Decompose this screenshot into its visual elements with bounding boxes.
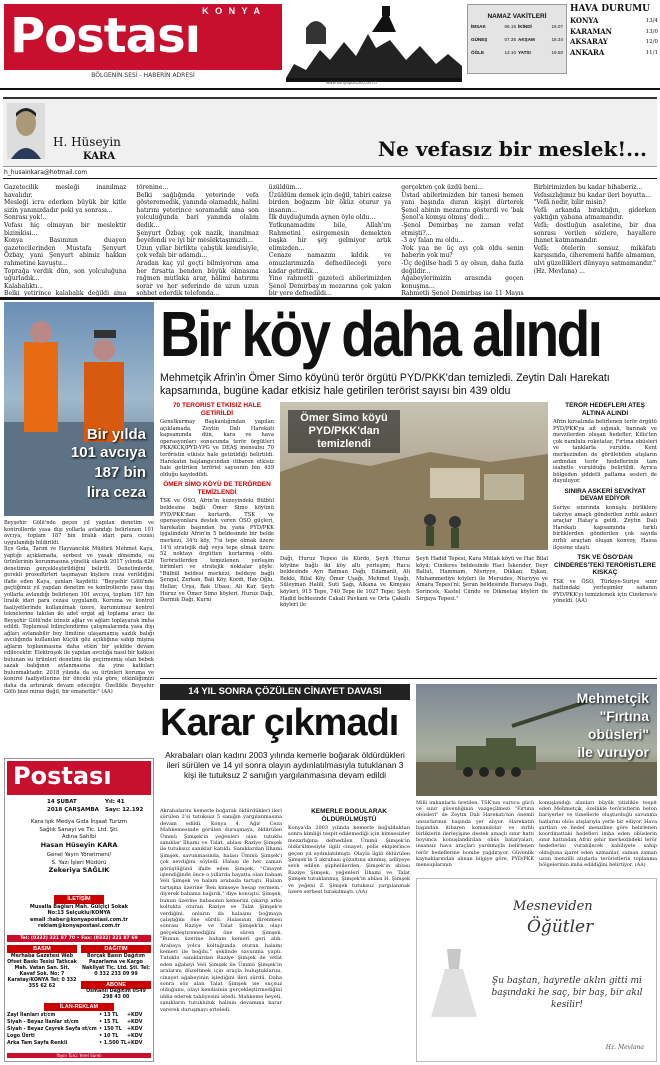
hava-city: KARAMAN xyxy=(570,26,613,36)
namaz-label: İMSAK xyxy=(471,24,486,29)
kunye-yy-l2: S. Yazı İşleri Müdürü xyxy=(51,859,107,866)
main-headline: Bir köy daha alındı xyxy=(160,298,601,370)
hava-box xyxy=(570,4,658,84)
hava-item xyxy=(570,16,658,27)
rate-cell: Siyah - Beyaz Çeyrek Sayfa st/cm xyxy=(7,1027,97,1032)
logo-box xyxy=(4,4,282,70)
rate-cell: +KDV xyxy=(127,1013,143,1018)
masthead xyxy=(0,0,660,92)
hava-city: AKSARAY xyxy=(570,37,608,46)
karar-subheadline: Akrabaları olan kadını 2003 yılında kemerle boğarak öldürdükleri ileri sürülen ve 14 yıl sonra olayın aydınlatılmasıyla tutuklanan 3 kişi ile tutuksuz 2 sanığın yargılanmasına devam edildi xyxy=(165,750,405,780)
main-h2: ÖMER SİMO KÖYÜ DE TERÖRDEN TEMİZLENDİ xyxy=(163,481,271,496)
mesnevi-box xyxy=(416,878,657,1062)
hava-item xyxy=(570,48,658,59)
namaz-title: NAMAZ VAKİTLERİ xyxy=(487,13,547,20)
mesnevi-signature: Hz. Mevlana xyxy=(605,1044,644,1051)
firtina-text-2: konuşlandığı alanları büyük titizlikle tespit eden Mehmetçik, özellikle teröristlerin beton bariyerler ve tünellerle oluşturduğu savunma hatlarını obüs atışlarıyla yerle bir ediyor. Hava şartları ve hedef menziline göre belirlenen koordinattaki hedefleri imha eden obüslerin sınır hattından Afrin şehir merkezindeki terör hedeflerini vurabilecek kabiliyete sahip olduğuna işaret eden uzmanlar, zaman zaman uzun menzilli atışlarla teröristlerin toplanma bölgelerinin imha edildiğini belirtiyor. (AA) xyxy=(539,800,657,869)
kunye-yy: Zekeriya SAĞLIK xyxy=(48,866,110,874)
namaz-item xyxy=(518,50,563,55)
rate-cell: Zayi İlanları st/cm xyxy=(7,1013,56,1018)
main-r3: TSK ve ÖSO, Türkiye-Suriye sınır hattındaki yerleşimler sahanın PYD/PKK'yı temizlemek için Cinderes'e yöneldi. (AA) xyxy=(553,578,657,605)
mesnevi-quote: Şu baştan, hayretle aklın gitti mi başındaki he saç, bir baş, bir akıl kesilir! xyxy=(491,976,643,1010)
kunye-owner: Hasan Hüseyin KARA xyxy=(40,840,118,849)
hava-temp: 13/4 xyxy=(645,18,658,24)
kunye-foot: Yayın Türü: Yerel Süreli xyxy=(56,1053,102,1058)
main-h1: 70 TERÖRİST ETKİSİZ HALE GETİRİLDİ xyxy=(172,402,262,417)
namaz-time: 07.35 xyxy=(504,37,516,42)
kunye-ilan: İLAN-REKLAM xyxy=(44,1003,114,1011)
main-r3h: TSK VE ÖSO'DAN CİNDERES'TEKİ TERÖRİSTLERE KISKAÇ xyxy=(554,554,656,577)
main-p3: Dağı, Huruz Tepesi ile Kürdo, Şeyh Huruz köyüne bağlı iki köy altı yerleşim; Racu beldesinde Ayn Baiman Dağı, Edamanli, Ali Bekki, Bilal Köy, Ömer Uşağı, Mehmet Uşağı, Süleyman Halili, Suti Şağı, Alkana ve Kimyası köyleri, 915 Tepe, 740 Tepe ile 1027 Tepe; Şeyh Hadid beldesinde Cakali Pavkani ve Orta Çakallı köyleri ile xyxy=(280,556,410,609)
main-p2: TSK ve ÖSO, Afrin'in kuzeyindeki Bülbül beldesine bağlı Ömer Simo köyünü PYD/PKK'dan kurtardı. TSK ve operasyonlara destek veren ÖSO güçleri, harekatın başından bu yana PYD/PKK işgalindeki Afrin'in 5 beldesinde bir belde merkezi, 34'ü köy, 7'si tepe olmak üzere 14'ü stratejik dağ veya tepe olmak üzere 52 noktayı örgütten kurtarmış oldu. Teröristlerden temizlenen yerleşim birimleri ve stratejik noktalar şöyle: "Bülbül beldesi merkezi, beldeye bağlı Şengal, Zerkan, Bali Köy, Kordi, Hay Oğlu, Hellar, Urşa, Bak Ubası, Ali Kar, Şeyh Huruz ve Ömer Simo köyleri, Huruz Dağı, Darmık Dağı, Kurni xyxy=(160,498,274,604)
kunye-dagitim-text: Borçak Basın Dağıtım Pazarlama ve Kargo Nakliyat Tic. Ltd. Şti. Tel: 0 332 233 09 99 xyxy=(82,954,150,977)
namaz-item xyxy=(471,37,516,42)
kunye-ilan-block xyxy=(7,1003,151,1047)
rate-cell: • 15 TL xyxy=(99,1020,119,1025)
firtina-caption-1: Mehmetçik xyxy=(576,690,649,706)
rate-cell: +KDV xyxy=(127,1020,143,1025)
avci-caption-1: Bir yılda xyxy=(86,426,146,443)
rate-cell: +KDV xyxy=(127,1034,143,1039)
kunye-yy-l1: Genel Yayın Yönetmeni/ xyxy=(46,852,112,858)
hava-temp: 13/0 xyxy=(645,28,658,35)
kunye-tel: Tel: (0332) 321 87 70 • Fax: (0332) 321 87 69 xyxy=(20,936,138,941)
hava-item xyxy=(570,27,658,38)
main-col-right xyxy=(553,402,657,672)
mesnevi-title-1: Mesneviden xyxy=(513,899,593,914)
hava-city: KONYA xyxy=(570,16,599,25)
namaz-label: AKŞAM xyxy=(518,37,535,42)
column-section xyxy=(0,94,660,300)
column-text: Birbirimizden bu kadar bihaberiz... Vefasızlığımız bu kadar ileri boyutta... "Vefâ nedir, bilir misin? Vefâ arkanda bıraktığın, giderken yaktığın yabana atmamandır. Vefâ; dostluğun asaletine, bir dua sonrası verilen sözlere, hayallere ihanet katmamandır. Vefâ; ötelerin sonsuz mikâfatı karşısında, ciheremeni hafife almaman, ulvi güzellikleri dünyaya satmamandır." (Hz. Mevlana) ... xyxy=(533,184,656,275)
kunye-owner-block xyxy=(5,819,153,875)
hava-item xyxy=(570,37,658,48)
column-text: üzüldüm... Üzüldüm demek için değil, tabiri caizse birden boğazım bir öküz oturur ya insanın... İlk duyduğumda aynen öyle oldu... Yutkunamadım bile, Allah'ım Rahmetini esirgemesin demekten başka bir şey gelmiyor artık elimizden... Cenaze namazını kıldık ve omuzlarımızda defnedileceği yere kadar getirdik... Yine rahmetli gazeteci abilerimizden Şenol Demirbaş'ın mezarına çok yakın bir yere defnedildi... xyxy=(268,184,392,296)
firtina-caption-2: "Fırtına xyxy=(599,708,649,724)
rate-cell: Siyah - Beyaz İlanlar st/cm xyxy=(7,1020,79,1025)
rate-row xyxy=(7,1019,151,1026)
kunye-basim-block xyxy=(7,945,77,990)
column-header xyxy=(3,97,657,167)
main-r1h: TERÖR HEDEFLERİ ATEŞ ALTINA ALINDI xyxy=(565,402,645,417)
hava-temp: 11/1 xyxy=(645,49,658,56)
column-text: Gazetecilik mesleği inanılmaz havalıdır. Mesleği icra ederken büyük bir kitle sizin yanınızdadır peki ya sonrası... Sonrası yok!.. Vefası hiç olmayan bir meslektir bizimkisi... Konya Basınının duayen gazetecilerinden Mustafa Şenyurt Özbay, yani Şenyurt abimiz hakkın rahmetine kavuştu... Toprağa verdik dün, son yolculuğuna uğurladık... Kalabalıktı... Belki yetirince kalabalık değildi ama xyxy=(4,184,127,296)
kunye-date-1: 14 ŞUBAT xyxy=(47,799,77,805)
rate-cell: Arka Tam Sayfa Renkli xyxy=(7,1041,68,1046)
karar-c2h: KEMERLE BOĞULARAK ÖLDÜRÜLMÜŞTÜ xyxy=(311,808,387,823)
masthead-tagline: BÖLGENİN SESİ - HABERİN ADRESİ xyxy=(91,72,195,79)
kunye-tel-bar xyxy=(7,935,151,942)
kunye-yil: Yıl: 41 xyxy=(105,799,125,805)
avci-caption-2: 101 avcıya xyxy=(70,444,146,461)
kunye-abone-text: Osmanlı Dağıtım 0549 298 43 00 xyxy=(86,989,146,1000)
kunye-dagitim: DAĞITIM xyxy=(81,945,151,953)
namaz-label: ÖĞLE xyxy=(471,50,485,55)
namaz-time: 18.34 xyxy=(551,37,563,42)
rate-cell: • 1.500 TL xyxy=(99,1041,127,1046)
firtina-photo xyxy=(416,684,657,796)
karar-col-1: Akrabalarını kemerle boğarak öldürdükleri ileri sürülen 2'si tutuksuz 5 sanığın yargılanmasına devam edildi. Konya 4. Ağır Ceza Mahkemesinde görülen duruşmaya, öldürülen Ümmü Şimşek'in yeğenleri olan tutuklu sanıklar İlhami ve Talat, ablası Raziye Şimşek ile tutuksuz sanıklar katıldı. Sanıklardan İlhami Şimşek, savunmasında, halası Ümmü Şimşek'i çok sevdiğini söyledi. Halası ile her zaman görüştüğünü ifade eden Şimşek, "Cinayet işlendiğinde önce o yıllarda hayatta olan babam Veli Şimşek ve halam arabada tartıştı. Halam tartışma üzerine 'Ben kimseye hesap vermem.' diyerek babama bağırdı." diye konuştu. Şimşek, bunun üzerine babasının kemerini çıkarıp arka koltukta oturan Raziye ve Talat Şimşek'e verdiğini, onların da halasını boğmaya çalıştığını öne sürdü. Halasının direnmesi sonrası Raziye ve Talat Şimşek'in olayı gerçekleştiremediğini öne süren Şimşek, "Bunun üzerine babam kemeri geri aldı. Arabaya yolcu koltuğunda oturan halamı kemeri ile boğdu." şeklinde savunma yaptı. Tutuklu sanıklardan Raziye Şimşek de vefat eden ağabeyi Veli Şimşek ile Ümmü Şimşek'in aralarını düzeltmek için araçla buluştuklarını, cinayet ağabeyinin işlediğini ileri sürdü. Daha sonra söz alan Talat Şimşek ise suçsuz olduğunu, olayı kendisinin gerçekleştirmediğini iddia ederek tahliyesini istedi. Mahkeme heyeti, sanıkların tutukluluk halinin devamına karar vererek duruşmayı erteledi. xyxy=(160,808,282,1013)
author-photo xyxy=(7,103,45,159)
kunye-basim: BASIM xyxy=(7,945,77,953)
avci-caption-4: lira ceza xyxy=(86,484,146,501)
rate-row xyxy=(7,1012,151,1019)
author-email[interactable]: h_husainkara@hotmail.com xyxy=(4,169,88,176)
kunye-addr1: Musalla Bağları Mah. Gülçiçi Sokak xyxy=(29,903,129,910)
namaz-label: GÜNEŞ xyxy=(471,37,488,42)
author-last-name: KARA xyxy=(83,151,116,162)
kunye-dagitim-block xyxy=(81,945,151,1001)
author-first-name: H. Hüseyin xyxy=(53,135,121,149)
avci-text: Beyşehir Gölü'nde geçen yıl yapılan denetim ve kontrollerde yasa dışı yollarla avlandığı belirlenen 101 avcıya, toplam 187 bin liralık idari para cezası uygulandığı bildirildi. İlçe Gıda, Tarım ve Hayvancılık Müdürü Mehmet Kaya, yaptığı açıklamada, serbest ve yasak dönemde, su ürünlerinin korunmasına yönelik olarak 2017 yılında 626 denetimin gerçekleştirildiğini belirtti. Denetimlerde, gerekli prosedürleri taşımayan kişilere ceza verildiğini ifade eden Kaya, şunları kaydetti: "Beyşehir Gölü'nde geçtiğimiz yıl yapılan denetim ve kontrollerde yasa dışı yollarla avlandığı belirlenen 101 avcıya, toplam 187 bin liralık idari para cezası uygulandı. Koruma ve kontrol faaliyetlerinde kullanılmak üzere, kurumumuz kontrol teknelerine takılan iki adet ergat ağ toplama aracı ile Beyşehir Gölü'nde izinsiz ağlar ve ağları toplayarak imha edildi. Toplumsal bilinçlendirme çalışmalarında yasa dışı ağları avlanabilir boy limitine ulaşamamış sazlık balığı avcılığında kullanılan küçük göz açıklığına sahip mişina ağların toplanmasına daha etkin bir şekilde devam edilecektir. Elektroşok ile yapılan avcılığa nasıl bir katkısı bulunan su ürünleri denetimi ile geçirmemiş olan bebek sazak balığının avlanmasına da yine katkıları bulunmaktadır. 2018 yılında da su ürünleri koruma ve kontrol faaliyetlerine bir önceki yıla göre, etkinliğimizi daha da artırarak devam edeceğiz. Özellikle Beyşehir Gölü bize miras değil, bir emanettir." (AA) xyxy=(4,520,154,695)
main-p1: Genelkurmay Başkanlığından yapılan açıklamada, Zeytin Dalı Harekatı kapsamında dün, kara ve hava operasyonları sonucunda terör örgütleri PKK/KCK/PYD-YPG ve DEAŞ mensubu 70 teröristin etkisiz hale getirildiği belirtildi. Harekatın başlangıcından itibaren etkisiz hale getirilen terörist sayısının bin 439 olduğu kaydedildi. xyxy=(160,419,274,478)
main-r2h: SINIRA ASKERİ SEVKİYAT DEVAM EDİYOR xyxy=(564,487,646,503)
karar-kicker xyxy=(160,684,410,700)
karar-kicker-text: 14 YIL SONRA ÇÖZÜLEN CİNAYET DAVASI xyxy=(188,686,382,697)
namaz-label: YATSI xyxy=(518,50,531,55)
kunye-date-2: 2018 ÇARŞAMBA xyxy=(47,807,99,813)
namaz-time: 19.50 xyxy=(551,50,563,55)
column-text: gerçekten çok üzdü beni... Üstad abilerimizden bir tanesi hemen yanı başında duran kişiyi dürterek Şenol abinin mezarını gösterdi ve 'bak Şenol'a komşu olmuş' dedi... -Şenol Demirbaş ne zaman vefat etmişti?... -3 ay falan mı oldu... -Yok yaa ne üç ayı çok oldu senin haberin yok mu? -Üç değilse hadi 5 ay olsun, daha fazla değildir... Ağabeylerimizin arasında geçen konuşma... Rahmetli Şenol Demirbaş ise 11 Mayıs xyxy=(401,184,524,296)
email-rule xyxy=(3,178,657,179)
kunye-footer xyxy=(7,1053,151,1058)
main-col-1 xyxy=(160,402,274,672)
kunye-logo-box xyxy=(7,761,151,795)
hava-list xyxy=(570,16,658,58)
column-headline: Ne vefasız bir meslek!... xyxy=(377,137,647,161)
firtina-caption-3: obüsleri" xyxy=(587,726,649,742)
hava-city: ANKARA xyxy=(570,47,605,57)
rate-cell: Logo Üsrti xyxy=(7,1034,35,1039)
namaz-grid xyxy=(468,20,566,59)
avci-photo xyxy=(4,302,154,516)
karar-col-2 xyxy=(288,808,410,1062)
namaz-time: 13.10 xyxy=(504,50,516,55)
firtina-caption-4: ile vuruyor xyxy=(577,744,649,760)
column-body xyxy=(4,184,656,296)
masthead-title: Postası xyxy=(10,8,201,64)
firtina-text-1: Milli imkanlarla üretilen, TSK'nın vurucu gücü ve sınır güvenliğinin vazgeçilmezi "Fırtına obüsleri" de Zeytin Dalı Harekatı'nın önemli unsurlarının başında yer alıyor. Harekatın başından itibaren komandolar ve zırhlı birliklerin ilerleyişine destek amaçlı sınır hattı boyunca konuşlandırılan obüs bataryaları, insansız hava araçları yardımıyla belirlenen terör hedeflerine bombe yağdırıyor. Güvenlik kaynaklarından alınan bilgiye göre, PYD/PKK mensuplarının xyxy=(416,800,534,869)
karar-c2: Konya'da 2003 yılında kemerle boğulduktan sonra kimliği tespit edilemediği için kimsesizler mezarlığına defnedilen Ümmü Şimşek'in öldürülmesiyle ilgili cinayet, polis ekiplerince geçen yıl aydınlatılmıştı. Olayla ilgili öldürülen Şimşek'in 5 akrabası gözaltına alınmış, adliyeye sevk edilen şüphelilerden, Şimşek'in ablası Raziye Şimşek, yeğenleri İlhami ve Talat Şimşek tutuklanmış, Şimşek'in ablası H. Şimşek ve yeğeni Z. Şimşek tutuksuz yargılanmak üzere serbest bırakılmıştı. (AA) xyxy=(288,825,410,896)
main-r1: Afrin kırsalında belirlenen terör örgütü PYD/PKK'ya ait sığınak, barınak ve mevzilerden oluşan hedefler, Kilis'ten çok namlulu roketatar, Fırtına obüsleri ve tanklarla vuruldu. Kent merkezinden de görülebilen atışların ardından terör hedeflerinin tam isabetle vurulduğu belirtildi. Ayrıca bölgeden şiddetli patlama sesleri de duyuluyor. xyxy=(553,419,657,485)
rate-row xyxy=(7,1026,151,1033)
namaz-item xyxy=(518,24,563,29)
masthead-konya: K O N Y A xyxy=(202,6,262,16)
kunye-email1[interactable]: email :haber@konyapostasi.com.tr xyxy=(29,916,129,923)
namaz-time: 16.07 xyxy=(551,24,563,29)
skyline-illustration xyxy=(286,4,462,84)
rate-cell: +KDV xyxy=(127,1041,143,1046)
masthead-image xyxy=(286,4,462,84)
karar-headline: Karar çıkmadı xyxy=(160,702,399,744)
kunye-basim-text: Merhaba Gazetesi Web Ofset Baskı Tesisi Tatlıcak Mah. Vatan San. Sit. Kavaf Sok. No: 7 Karatay/KONYA Tel: 0 332 355 62 62 xyxy=(7,954,77,989)
omer-simo-photo xyxy=(280,402,548,550)
kunye xyxy=(4,758,154,1062)
masthead-rule xyxy=(0,88,660,90)
dervish-icon xyxy=(427,939,487,1019)
kunye-email2[interactable]: reklam@konyapostasi.com.tr xyxy=(37,923,120,930)
kunye-iletisim: İLETİŞİM xyxy=(54,895,104,904)
namaz-item xyxy=(471,50,516,55)
rate-cell: • 13 TL xyxy=(99,1013,119,1018)
mesnevi-title-2: Öğütler xyxy=(527,917,594,937)
hava-temp: 12/0 xyxy=(645,39,658,45)
hava-title: HAVA DURUMU xyxy=(570,4,651,14)
namaz-box xyxy=(467,4,567,74)
rate-cell: • 150 TL xyxy=(99,1027,122,1032)
column-text: törenine... Belki sağlığında yeterinde vefa gösteremedik, yanında olamadık, halini hatırını yeterince soramadık ama son yolculuğunda bari yanında olalım dedik... Şenyurt Özbay, çok nazik, inanılmaz beyefendi ve iyi bir meslektaşımızdı... Uzun yıllar birlikte çalıştık kendisiyle, çok vefalı bir adamdı... Aradan kaç yıl geçti bilmiyorum ama her fırsatta benden büyük olmasına rağmen mutlaka arar, hâlimi hatırımı sorar ve her seferinde de uzun uzun sohbet ederdik telefonda... xyxy=(136,184,259,296)
kunye-addr2: No:13 Selçuklu/KONYA xyxy=(47,910,111,917)
namaz-label: İKİNDİ xyxy=(518,24,532,29)
kunye-abone: ABONE xyxy=(81,981,151,989)
rate-row xyxy=(7,1040,151,1047)
namaz-item xyxy=(518,37,563,42)
main-bottom-rule xyxy=(160,678,657,679)
avci-caption-3: 187 bin xyxy=(94,464,146,481)
rate-cell: +KDV xyxy=(127,1027,143,1032)
masthead-url[interactable]: www.konyapostasi.com.tr xyxy=(326,80,378,85)
rate-cell: • 10 TL xyxy=(99,1034,119,1039)
main-r2: Suriye sınırında konuşlu birliklere takviye amaçlı gönderilen zırhlı askeri araçlar Hatay'a geldi. Zeytin Dalı Harekatı kapsamında farklı birliklerden gönderilen çok sayıda zırhlı araçtan oluşan konvoy, Hassa ilçesine ulaştı. xyxy=(553,504,657,551)
kunye-iletisim-block xyxy=(7,895,151,930)
namaz-time: 06.15 xyxy=(504,24,516,29)
omer-simo-caption: Ömer Simo köyü PYD/PKK'dan temizlendi xyxy=(288,410,400,453)
rates-list xyxy=(7,1012,151,1047)
kunye-logo: Postası xyxy=(13,762,112,790)
namaz-item xyxy=(471,24,516,29)
kunye-owner-l3: Adına Sahibi xyxy=(61,834,97,840)
kunye-owner-l2: Sağlık Sanayi ve Tic. Ltd. Şti. xyxy=(39,826,119,833)
main-p4: Şeyh Hadid Tepesi, Kara Mitlak köyü ve Hac Bilal köyü; Cinderes beldesinde Haci İskender, Deyr Ballut, Hammam, Nisriyye, Dikkan, Eşkan, Muhammediye köyleri ile Mersides, Nisriyye ve Amara Tepesi'ni; Şeran beldesinde Bursaya Dağı, Sorincek, Kastel Cündo ve Dikmetaş köyleri ile Sirgaya Tepesi." xyxy=(416,556,548,602)
kunye-sayi: Sayı: 12.192 xyxy=(105,807,144,813)
main-subheadline: Mehmetçik Afrin'in Ömer Simo köyünü terör örgütü PYD/PKK'dan temizledi. Zeytin Dalı Harekatı kapsamında, bugüne kadar etkisiz hale getirilen terörist sayısı bin 439 oldu xyxy=(160,372,610,397)
rate-row xyxy=(7,1033,151,1040)
kunye-owner-l1: Kara Işık Medya Gıda İnşaat Turizm xyxy=(30,819,128,825)
